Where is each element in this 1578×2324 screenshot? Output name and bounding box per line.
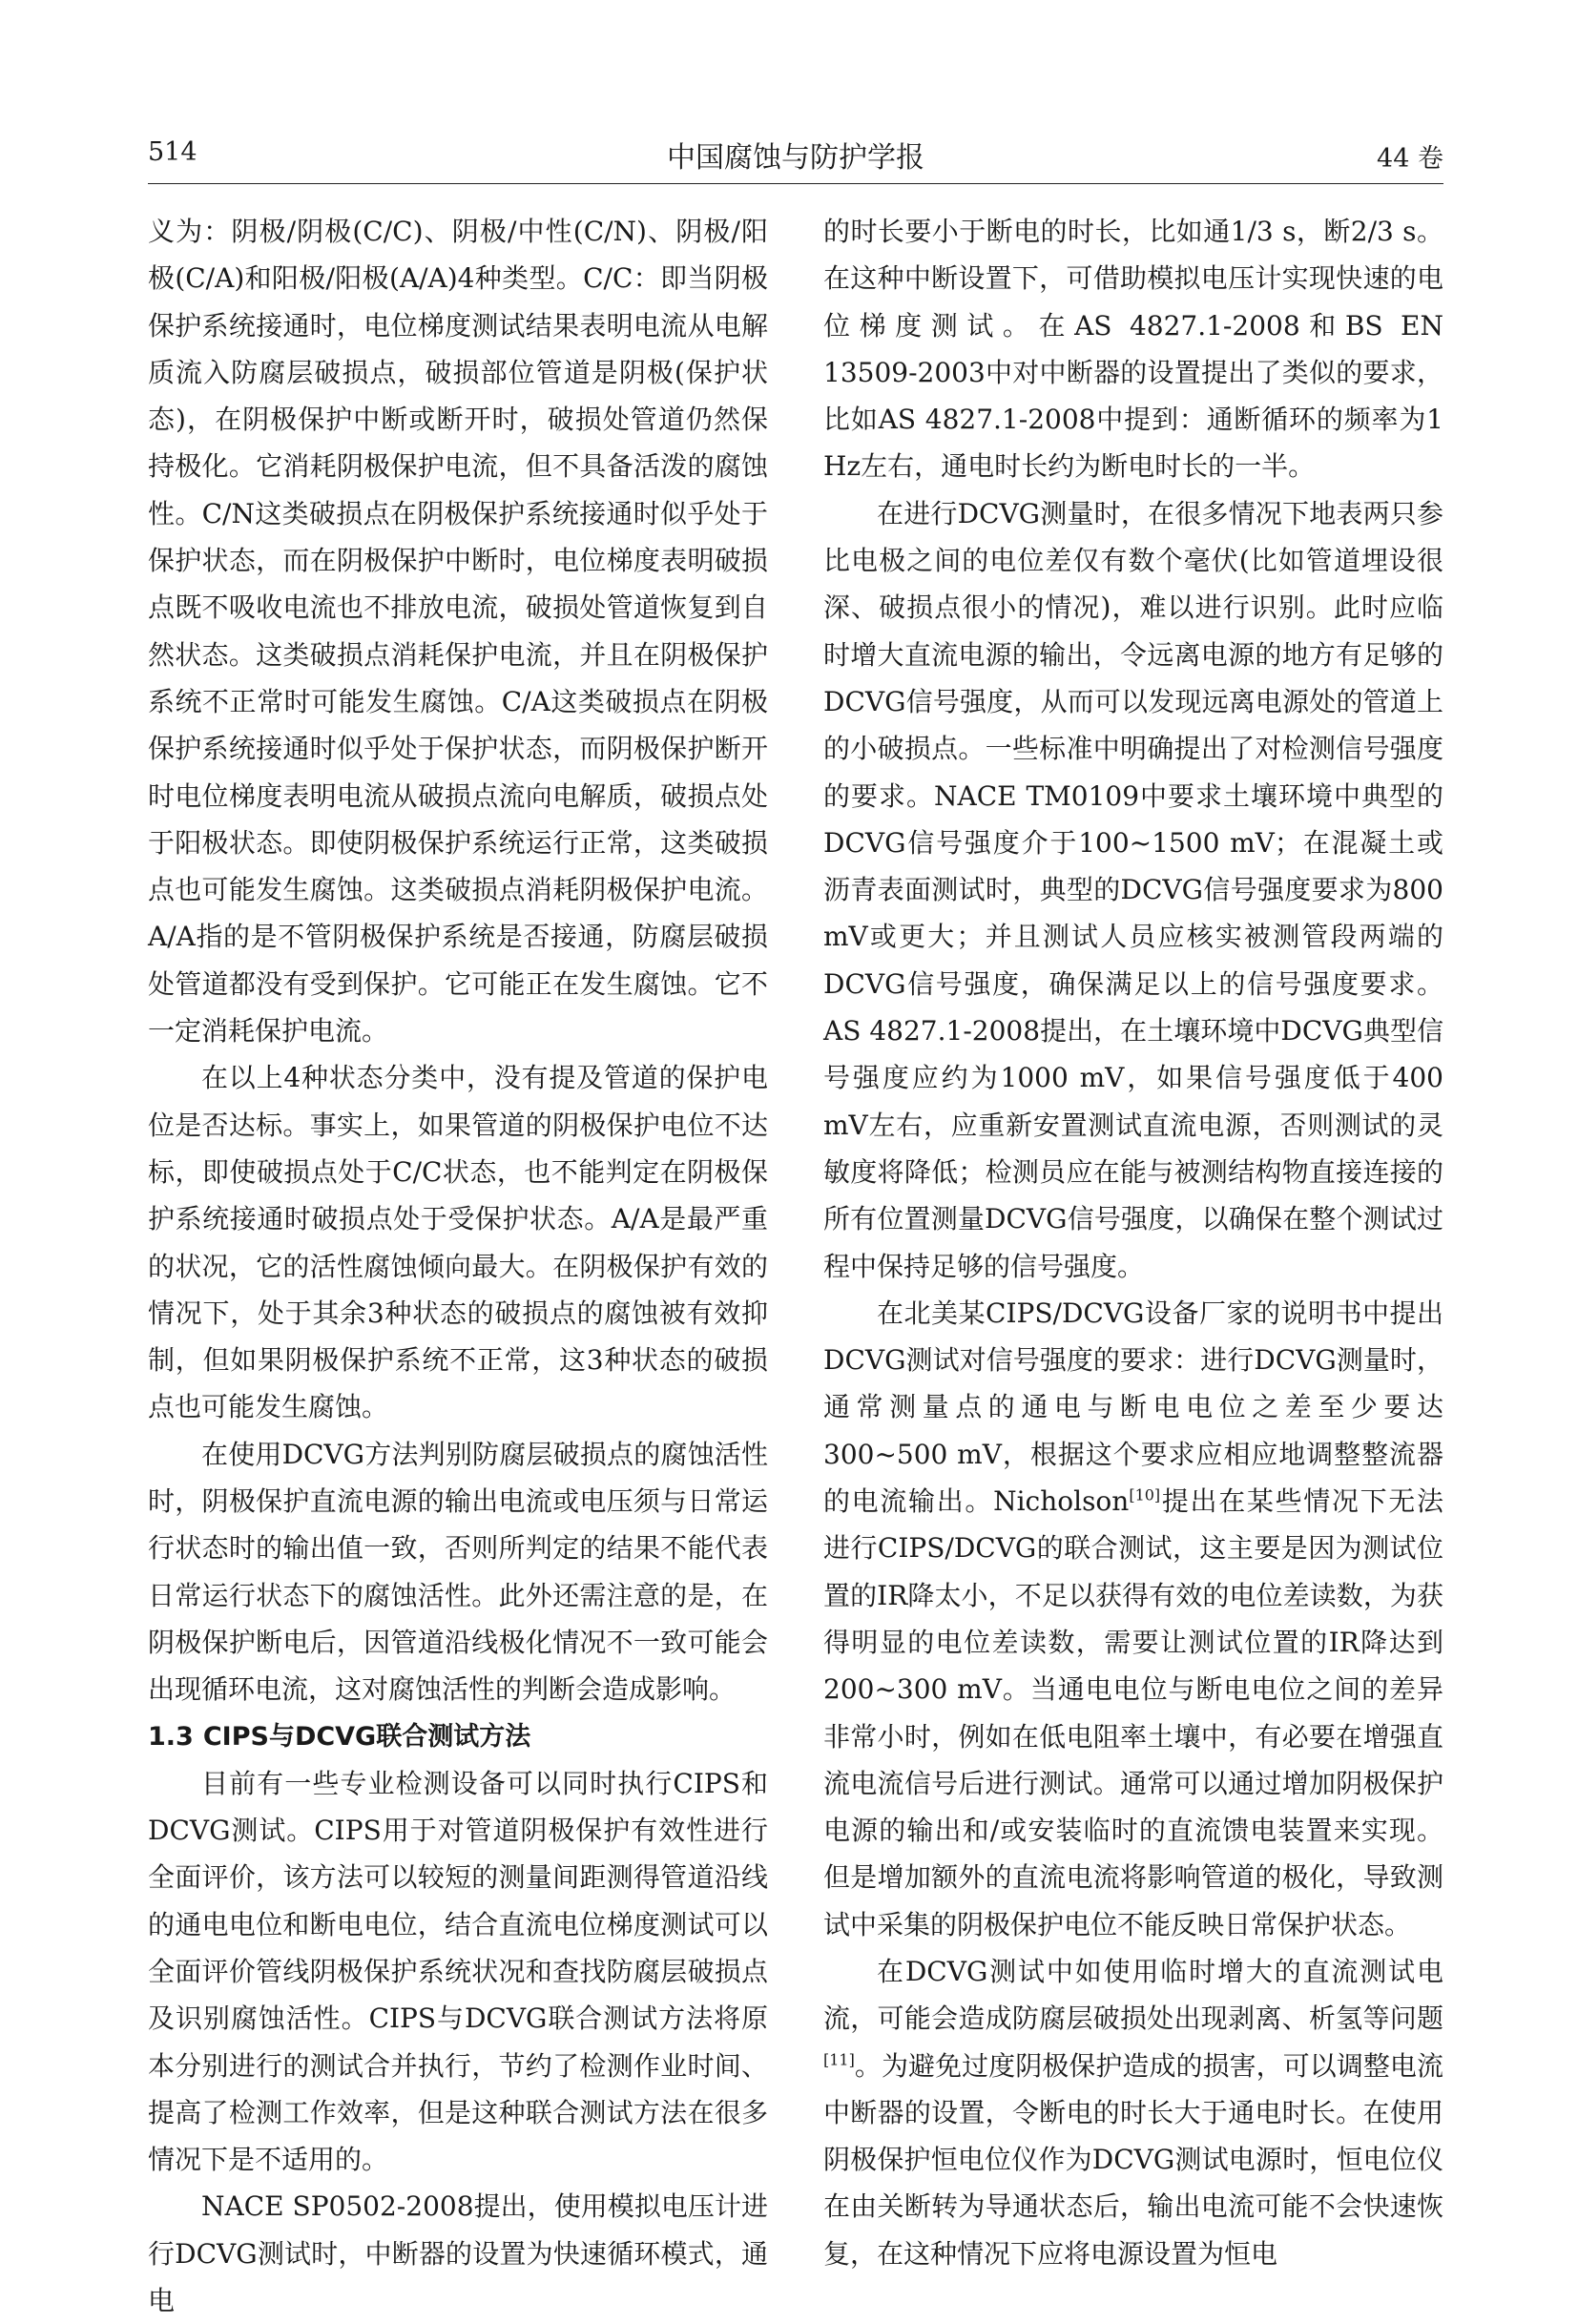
paragraph-text: 。为避免过度阴极保护造成的损害，可以调整电流中断器的设置，令断电的时长大于通电时长。在使用阴极保护恒电位仪作为DCVG测试电源时，恒电位仪在由关断转为导通状态后，输出电流可能不会快速恢复，在这种情况下应将电源设置为恒电 <box>823 2049 1443 2270</box>
journal-title: 中国腐蚀与防护学报 <box>667 141 924 175</box>
paragraph <box>823 1290 1443 1948</box>
section-heading <box>148 1713 768 1760</box>
running-header <box>148 134 1443 175</box>
right-column <box>823 208 1443 2277</box>
paragraph: NACE SP0502-2008提出，使用模拟电压计进行DCVG测试时，中断器的设置为快速循环模式，通电 <box>148 2190 768 2317</box>
paragraph <box>823 1948 1443 2277</box>
paragraph-text: 在北美某CIPS/DCVG设备厂家的说明书中提出DCVG测试对信号强度的要求：进行DCVG测量时，通常测量点的通电与断电电位之差至少要达300~500 mV，根据这个要求应相应地调整整流器的电流输出。Nicholson <box>823 1297 1443 1518</box>
paragraph: 在使用DCVG方法判别防腐层破损点的腐蚀活性时，阴极保护直流电源的输出电流或电压须与日常运行状态时的输出值一致，否则所判定的结果不能代表日常运行状态下的腐蚀活性。此外还需注意的是，在阴极保护断电后，因管道沿线极化情况不一致可能会出现循环电流，这对腐蚀活性的判断会造成影响。 <box>148 1438 768 1706</box>
paragraph: 在进行DCVG测量时，在很多情况下地表两只参比电极之间的电位差仅有数个毫伏(比如管道埋设很深、破损点很小的情况)，难以进行识别。此时应临时增大直流电源的输出，令远离电源的地方有足够的DCVG信号强度，从而可以发现远离电源处的管道上的小破损点。一些标准中明确提出了对检测信号强度的要求。NACE TM0109中要求土壤环境中典型的DCVG信号强度介于100~1500 mV；在混凝土或沥青表面测试时，典型的DCVG信号强度要求为800 mV或更大；并且测试人员应核实被测管段两端的DCVG信号强度，确保满足以上的信号强度要求。AS 4827.1-2008提出，在土壤环境中DCVG典型信号强度应约为1000 mV，如果信号强度低于400 mV左右，应重新安置测试直流电源，否则测试的灵敏度将降低；检测员应在能与被测结构物直接连接的所有位置测量DCVG信号强度，以确保在整个测试过程中保持足够的信号强度。 <box>823 497 1443 1282</box>
paragraph-text: 提出在某些情况下无法进行CIPS/DCVG的联合测试，这主要是因为测试位置的IR降太小，不足以获得有效的电位差读数，为获得明显的电位差读数，需要让测试位置的IR降达到200~300 mV。当通电电位与断电电位之间的差异非常小时，例如在低电阻率土壤中，有必要在增强直流电流信号后进行测试。通常可以通过增加阴极保护电源的输出和/或安装临时的直流馈电装置来实现。但是增加额外的直流电流将影响管道的极化，导致测试中采集的阴极保护电位不能反映日常保护状态。 <box>823 1485 1443 1940</box>
paragraph: 义为：阴极/阴极(C/C)、阴极/中性(C/N)、阴极/阳极(C/A)和阳极/阳极(A/A)4种类型。C/C：即当阴极保护系统接通时，电位梯度测试结果表明电流从电解质流入防腐层破损点，破损部位管道是阴极(保护状态)，在阴极保护中断或断开时，破损处管道仍然保持极化。它消耗阴极保护电流，但不具备活泼的腐蚀性。C/N这类破损点在阴极保护系统接通时似乎处于保护状态，而在阴极保护中断时，电位梯度表明破损点既不吸收电流也不排放电流，破损处管道恢复到自然状态。这类破损点消耗保护电流，并且在阴极保护系统不正常时可能发生腐蚀。C/A这类破损点在阴极保护系统接通时似乎处于保护状态，而阴极保护断开时电位梯度表明电流从破损点流向电解质，破损点处于阳极状态。即使阴极保护系统运行正常，这类破损点也可能发生腐蚀。这类破损点消耗阴极保护电流。A/A指的是不管阴极保护系统是否接通，防腐层破损处管道都没有受到保护。它可能正在发生腐蚀。它不一定消耗保护电流。 <box>148 216 768 1048</box>
section-title: CIPS与DCVG联合测试方法 <box>202 1721 531 1752</box>
left-column <box>148 208 768 2324</box>
page-number: 514 <box>148 137 197 167</box>
header-rule <box>148 183 1443 184</box>
paragraph: 在以上4种状态分类中，没有提及管道的保护电位是否达标。事实上，如果管道的阴极保护电位不达标，即使破损点处于C/C状态，也不能判定在阴极保护系统接通时破损点处于受保护状态。A/A是最严重的状况，它的活性腐蚀倾向最大。在阴极保护有效的情况下，处于其余3种状态的破损点的腐蚀被有效抑制，但如果阴极保护系统不正常，这3种状态的破损点也可能发生腐蚀。 <box>148 1062 768 1423</box>
paragraph: 目前有一些专业检测设备可以同时执行CIPS和DCVG测试。CIPS用于对管道阴极保护有效性进行全面评价，该方法可以较短的测量间距测得管道沿线的通电电位和断电电位，结合直流电位梯度测试可以全面评价管线阴极保护系统状况和查找防腐层破损点及识别腐蚀活性。CIPS与DCVG联合测试方法将原本分别进行的测试合并执行，节约了检测作业时间、提高了检测工作效率，但是这种联合测试方法在很多情况下是不适用的。 <box>148 1767 768 2176</box>
volume-label: 44 卷 <box>1377 144 1443 174</box>
paragraph-text: 在DCVG测试中如使用临时增大的直流测试电流，可能会造成防腐层破损处出现剥离、析氢等问题 <box>823 1955 1443 2035</box>
citation-ref[interactable]: [10] <box>1129 1485 1161 1504</box>
section-number: 1.3 <box>148 1721 194 1752</box>
paragraph: 的时长要小于断电的时长，比如通1/3 s，断2/3 s。在这种中断设置下，可借助模拟电压计实现快速的电位梯度测试。在AS 4827.1-2008和BS EN 13509-2003中对中断器的设置提出了类似的要求，比如AS 4827.1-2008中提到：通断循环的频率为1 Hz左右，通电时长约为断电时长的一半。 <box>823 216 1443 483</box>
citation-ref[interactable]: [11] <box>823 2050 855 2069</box>
